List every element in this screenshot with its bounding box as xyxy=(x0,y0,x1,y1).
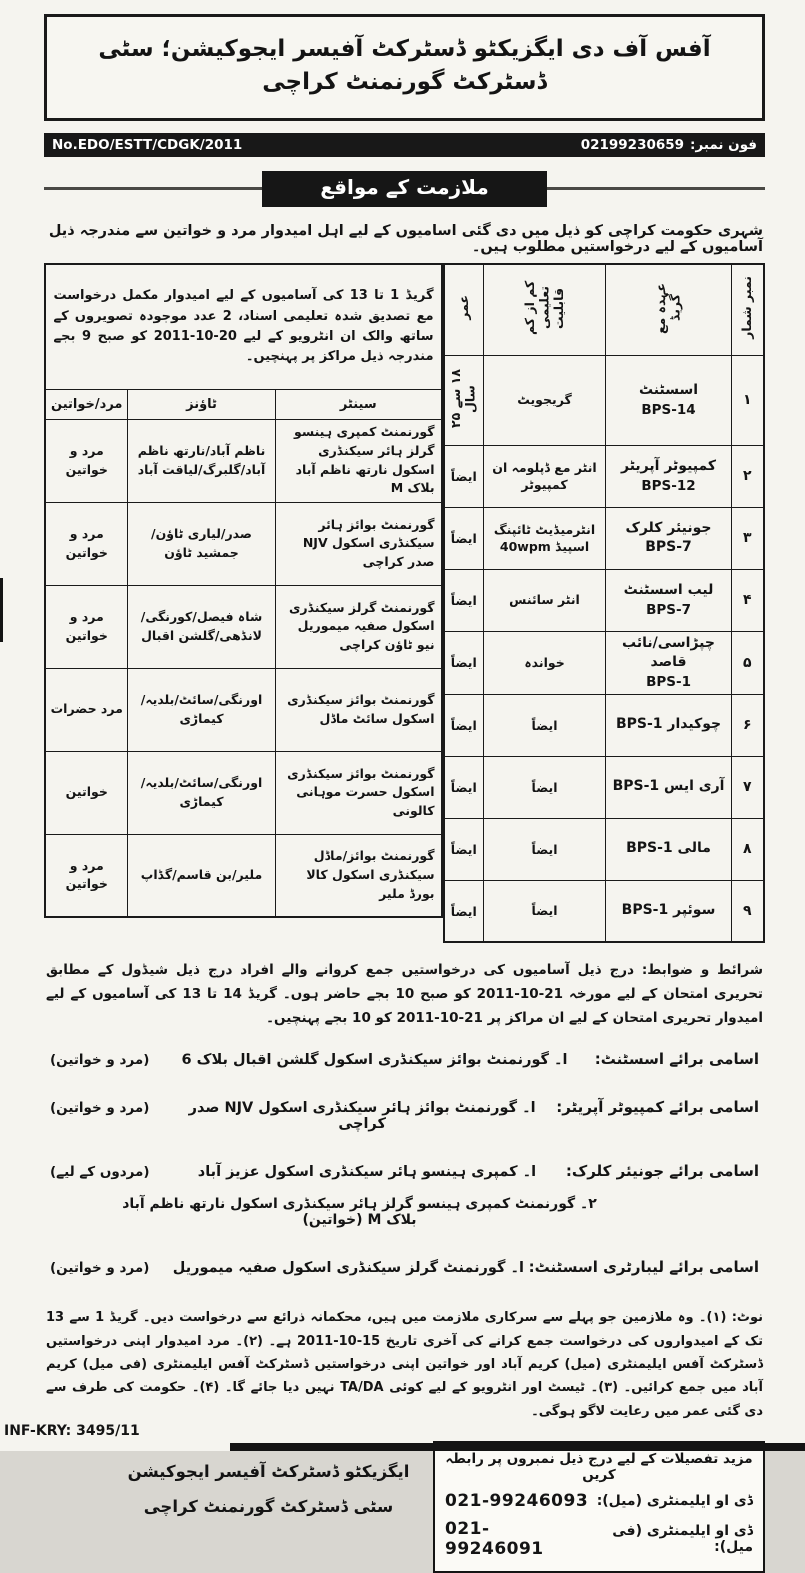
column-header-position: عہدہ مع گریڈ xyxy=(606,264,732,356)
contact-box xyxy=(433,1441,765,1573)
job-qualification: خواندہ xyxy=(484,631,606,694)
job-position xyxy=(606,694,732,756)
column-header-center: سینٹر xyxy=(276,389,442,419)
vacancy-row-junior-clerk-second-center: ۲۔ گورنمنٹ کمپری ہینسو گرلز ہائر سیکنڈری اسکول نارتھ ناظم آباد بلاک M (خواتین) xyxy=(122,1196,597,1229)
job-title: چپڑاسی/نائب قاصد xyxy=(622,634,715,671)
contact-phone: 021-99246091 xyxy=(445,1519,544,1560)
center-gender: مرد حضرات xyxy=(45,668,127,751)
vacancy-label: اسامی برائے لیبارٹری اسسٹنٹ: xyxy=(528,1258,759,1277)
job-grade: BPS-14 xyxy=(641,401,696,418)
center-name: گورنمنٹ بوائز سیکنڈری اسکول سائٹ ماڈل xyxy=(276,668,442,751)
job-row xyxy=(444,694,764,756)
reference-number: No.EDO/ESTT/CDGK/2011 xyxy=(52,136,243,153)
vacancy-gender: (مرد و خواتین) xyxy=(50,1100,150,1117)
job-row xyxy=(444,355,764,445)
vacancy-label: اسامی برائے اسسٹنٹ: xyxy=(594,1050,759,1069)
vacancy-row-assistant xyxy=(50,1050,759,1068)
phone-group xyxy=(581,137,757,153)
vacancy-row-computer-operator xyxy=(50,1098,759,1132)
center-gender: مرد و خواتین xyxy=(45,585,127,668)
vacancy-list xyxy=(50,1050,759,1276)
vacancy-school: ا۔ گورنمنٹ بوائز سیکنڈری اسکول گلشن اقبال بلاک 6 xyxy=(181,1052,568,1069)
contact-title: مزید تفصیلات کے لیے درج ذیل نمبروں پر رابطہ کریں xyxy=(445,1451,753,1484)
center-towns: ملیر/بن قاسم/گڈاپ xyxy=(128,834,276,917)
job-row xyxy=(444,756,764,818)
contact-row-female xyxy=(445,1519,753,1559)
office-title: آفس آف دی ایگزیکٹو ڈسٹرکٹ آفیسر ایجوکیشن؛ سٹی ڈسٹرکٹ گورنمنٹ کراچی xyxy=(98,36,711,96)
center-name: گورنمنٹ گرلز سیکنڈری اسکول صفیہ میموریل نیو ٹاؤن کراچی xyxy=(276,585,442,668)
job-qualification: انٹرمیڈیٹ ٹائپنگ اسپیڈ 40wpm xyxy=(484,507,606,569)
job-serial: ۶ xyxy=(732,694,764,756)
job-serial: ۲ xyxy=(732,445,764,507)
note-text: نوٹ: (۱)۔ وہ ملازمین جو پہلے سے سرکاری ملازمت میں ہیں، محکمانہ ذرائع سے درخواست دیں۔ گریڈ 1 سے 13 تک کے امیدواروں کی درخواست جمع کرانے کی آخری تاریخ 15-10-2011 ہے۔ (۲)۔ مرد امیدوار اپنی درخواستیں ڈسٹرکٹ آفس ایلیمنٹری (میل) کریم آباد اور خواتین اپنی درخواستیں ڈسٹرکٹ آفس ایلیمنٹری (فی میل) کریم آباد میں جمع کرائیں۔ (۳)۔ ٹیسٹ اور انٹرویو کے لیے کوئی TA/DA نہیں دیا جائے گا۔ (۴)۔ حکومت کی طرف سے دی گئی عمر میں رعایت لاگو ہوگی۔ xyxy=(46,1310,764,1419)
vacancy-label: اسامی برائے جونیئر کلرک: xyxy=(565,1162,759,1181)
vacancy-school: ا۔ کمپری ہینسو ہائر سیکنڈری اسکول عزیز آباد xyxy=(197,1164,537,1181)
job-age: ایضاً xyxy=(444,445,484,507)
column-header-age: عمر xyxy=(444,264,484,356)
job-row xyxy=(444,818,764,880)
recruitment-table xyxy=(44,263,765,944)
job-serial: ۱ xyxy=(732,355,764,445)
job-age: ایضاً xyxy=(444,694,484,756)
job-age: ایضاً xyxy=(444,756,484,818)
centers-instructions-row xyxy=(45,264,441,390)
job-title: چوکیدار BPS-1 xyxy=(615,716,722,733)
contact-row-male xyxy=(445,1491,753,1511)
job-qualification: ایضاً xyxy=(484,756,606,818)
vacancy-school: ا۔ گورنمنٹ گرلز سیکنڈری اسکول صفیہ میموریل xyxy=(172,1260,524,1277)
jobs-table xyxy=(443,263,765,944)
job-grade: BPS-12 xyxy=(641,477,696,494)
job-qualification: گریجویٹ xyxy=(484,355,606,445)
vacancy-gender: (مرد و خواتین) xyxy=(50,1260,150,1277)
column-header-qualification: کم از کم تعلیمی قابلیت xyxy=(484,264,606,356)
jobs-header-row xyxy=(444,264,764,356)
job-row xyxy=(444,445,764,507)
vacancy-row-junior-clerk xyxy=(50,1162,759,1180)
contact-label: ڈی او ایلیمنٹری (میل): xyxy=(596,1493,753,1510)
job-serial: ۷ xyxy=(732,756,764,818)
center-towns: اورنگی/سائٹ/بلدیہ/کیماڑی xyxy=(128,751,276,834)
job-position xyxy=(606,880,732,942)
job-serial: ۳ xyxy=(732,507,764,569)
center-row xyxy=(45,834,441,917)
contact-label: ڈی او ایلیمنٹری (فی میل): xyxy=(612,1523,753,1556)
vacancy-label: اسامی برائے کمپیوٹر آپریٹر: xyxy=(556,1098,759,1117)
banner-row xyxy=(44,171,765,207)
center-row xyxy=(45,751,441,834)
center-row xyxy=(45,502,441,585)
job-serial: ۹ xyxy=(732,880,764,942)
center-name: گورنمنٹ بوائز سیکنڈری اسکول حسرت موہانی کالونی xyxy=(276,751,442,834)
job-age: ایضاً xyxy=(444,507,484,569)
column-header-gender: مرد/خواتین xyxy=(45,389,127,419)
intro-text: شہری حکومت کراچی کو ذیل میں دی گئی اسامیوں کے لیے اہل امیدوار مرد و خواتین سے مندرجہ ذیل آسامیوں کے لیے درخواستیں مطلوب ہیں۔ xyxy=(48,222,763,255)
contact-phone: 021-99246093 xyxy=(445,1491,589,1512)
phone-number: 02199230659 xyxy=(580,136,685,153)
interview-centers-table xyxy=(44,263,442,919)
reference-bar xyxy=(44,133,765,157)
signature-block xyxy=(44,1455,433,1524)
center-gender: مرد و خواتین xyxy=(45,502,127,585)
center-towns: ناظم آباد/نارتھ ناظم آباد/گلبرگ/لیاقت آباد xyxy=(128,419,276,502)
job-row xyxy=(444,569,764,631)
walk-in-instructions: گریڈ 1 تا 13 کی آسامیوں کے لیے امیدوار مکمل درخواست مع تصدیق شدہ تعلیمی اسناد، 2 عدد موجودہ تصویروں کے ساتھ والک ان انٹرویو کے لیے 20-10-2011 کو صبح 9 بجے مندرجہ ذیل مراکز پر پہنچیں۔ xyxy=(45,264,441,390)
center-gender: مرد و خواتین xyxy=(45,419,127,502)
job-qualification: ایضاً xyxy=(484,818,606,880)
signature-line-2: سٹی ڈسٹرکٹ گورنمنٹ کراچی xyxy=(143,1496,394,1516)
job-qualification: ایضاً xyxy=(484,880,606,942)
job-serial: ۵ xyxy=(732,631,764,694)
job-grade: BPS-7 xyxy=(646,601,691,618)
job-title: جونیئر کلرک BPS-7 xyxy=(625,519,712,556)
job-position xyxy=(606,507,732,569)
vacancy-gender: (مرد و خواتین) xyxy=(50,1052,150,1069)
job-row xyxy=(444,880,764,942)
page-title: ملازمت کے مواقع xyxy=(262,171,546,207)
job-position xyxy=(606,631,732,694)
rule-line xyxy=(547,187,765,190)
job-age: ایضاً xyxy=(444,880,484,942)
center-name: گورنمنٹ بوائز/ماڈل سیکنڈری اسکول کالا بورڈ ملیر xyxy=(276,834,442,917)
centers-header-row xyxy=(45,389,441,419)
job-title: مالی BPS-1 xyxy=(626,840,711,857)
job-title: لیب اسسٹنٹ xyxy=(623,581,714,598)
center-towns: اورنگی/سائٹ/بلدیہ/کیماڑی xyxy=(128,668,276,751)
job-title: کمپیوٹر آپریٹر xyxy=(621,457,717,474)
center-name: گورنمنٹ کمپری ہینسو گرلز ہائر سیکنڈری اسکول نارتھ ناظم آباد بلاک M xyxy=(276,419,442,502)
job-position xyxy=(606,355,732,445)
job-title: آری ایس BPS-1 xyxy=(612,778,725,795)
center-name: گورنمنٹ بوائز ہائر سیکنڈری اسکول NJV صدر کراچی xyxy=(276,502,442,585)
job-position xyxy=(606,818,732,880)
phone-label: فون نمبر: xyxy=(690,136,757,153)
center-towns: صدر/لیاری ٹاؤن/جمشید ٹاؤن xyxy=(128,502,276,585)
job-row xyxy=(444,631,764,694)
signature-line-1: ایگزیکٹو ڈسٹرکٹ آفیسر ایجوکیشن xyxy=(127,1462,410,1482)
inf-number: INF-KRY: 3495/11 xyxy=(4,1423,140,1439)
job-title: اسسٹنٹ xyxy=(638,381,699,398)
scan-artifact-left xyxy=(0,578,3,642)
center-row xyxy=(45,419,441,502)
vacancy-school: ا۔ گورنمنٹ بوائز ہائر سیکنڈری اسکول NJV صدر کراچی xyxy=(188,1100,536,1133)
center-row xyxy=(45,668,441,751)
job-age: ایضاً xyxy=(444,818,484,880)
job-title: سوئپر BPS-1 xyxy=(621,902,716,919)
masthead-box xyxy=(44,14,765,121)
job-age: ایضاً xyxy=(444,631,484,694)
job-serial: ۸ xyxy=(732,818,764,880)
center-row xyxy=(45,585,441,668)
scan-artifact-bottom xyxy=(230,1443,805,1451)
job-qualification: ایضاً xyxy=(484,694,606,756)
job-position xyxy=(606,756,732,818)
job-position xyxy=(606,569,732,631)
center-gender: خواتین xyxy=(45,751,127,834)
job-row xyxy=(444,507,764,569)
job-qualification: انٹر مع ڈپلومہ ان کمپیوٹر xyxy=(484,445,606,507)
job-serial: ۴ xyxy=(732,569,764,631)
column-header-towns: ٹاؤنز xyxy=(128,389,276,419)
job-age: ۱۸ سے ۲۵ سال xyxy=(444,355,484,445)
job-grade: BPS-1 xyxy=(646,673,691,690)
terms-and-conditions: شرائط و ضوابط: درج ذیل آسامیوں کی درخواستیں جمع کروانے والے افراد درج ذیل شیڈول کے مطابق تحریری امتحان کے لیے مورخہ 21-10-2011 کو صبح 10 بجے حاضر ہوں۔ گریڈ 14 تا 13 کی آسامیوں کے لیے امیدوار تحریری امتحان کے لیے ان مراکز پر 21-10-2011 کو 10 بجے پہنچیں۔ xyxy=(46,962,764,1026)
bottom-section xyxy=(44,1441,765,1573)
column-header-serial: نمبر شمار xyxy=(732,264,764,356)
job-position xyxy=(606,445,732,507)
vacancy-row-laboratory-assistant xyxy=(50,1258,759,1276)
center-towns: شاہ فیصل/کورنگی/لانڈھی/گلشن اقبال xyxy=(128,585,276,668)
vacancy-gender: (مردوں کے لیے) xyxy=(50,1164,150,1181)
rule-line xyxy=(44,187,262,190)
center-gender: مرد و خواتین xyxy=(45,834,127,917)
job-age: ایضاً xyxy=(444,569,484,631)
job-qualification: انٹر سائنس xyxy=(484,569,606,631)
